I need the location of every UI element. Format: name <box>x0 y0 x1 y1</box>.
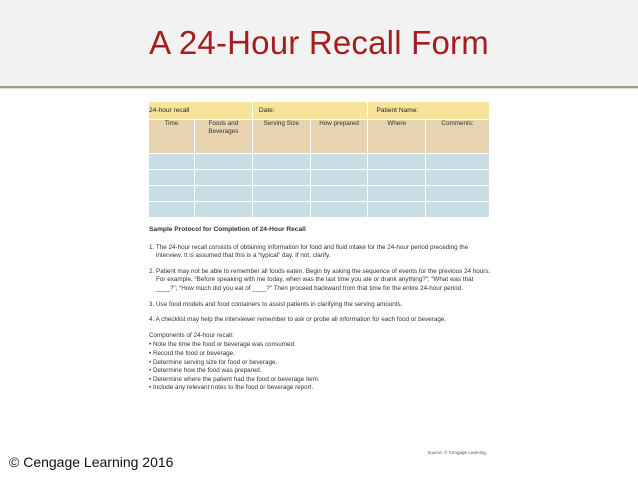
components-title: Components of 24-hour recall: <box>149 331 234 339</box>
blank-cell <box>368 170 426 186</box>
table-row <box>149 186 490 202</box>
blank-cell <box>149 170 195 186</box>
blank-cell <box>426 154 490 170</box>
column-header: Time <box>149 120 195 154</box>
column-header-row <box>149 120 490 154</box>
column-header: Serving Size <box>252 120 310 154</box>
blank-cell <box>368 186 426 202</box>
component-item: • Determine how the food was prepared. <box>149 367 262 375</box>
blank-cell <box>194 202 252 218</box>
component-item: • Note the time the food or beverage was consumed. <box>149 341 296 349</box>
blank-cell <box>426 186 490 202</box>
form-header-row <box>149 102 490 120</box>
blank-cell <box>368 202 426 218</box>
recall-label: 24-hour recall <box>149 102 253 120</box>
column-header: Foods and Beverages <box>194 120 252 154</box>
table-row <box>149 202 490 218</box>
blank-cell <box>368 154 426 170</box>
blank-cell <box>310 202 368 218</box>
blank-cell <box>310 170 368 186</box>
blank-cell <box>149 154 195 170</box>
recall-form-table <box>148 101 490 218</box>
patient-name-label: Patient Name: <box>368 102 490 120</box>
protocol-title: Sample Protocol for Completion of 24-Hour Recall <box>149 226 306 233</box>
blank-cell <box>426 202 490 218</box>
component-item: • Determine where the patient had the food or beverage item. <box>149 375 320 383</box>
blank-cell <box>252 186 310 202</box>
blank-cell <box>149 202 195 218</box>
column-header: How prepared <box>310 120 368 154</box>
blank-cell <box>252 154 310 170</box>
copyright-notice: © Cengage Learning 2016 <box>9 454 174 470</box>
column-header: Comments: <box>426 120 490 154</box>
title-band <box>0 0 638 88</box>
blank-cell <box>310 154 368 170</box>
blank-cell <box>426 170 490 186</box>
component-item: • Record the food or beverage. <box>149 349 235 357</box>
blank-cell <box>252 170 310 186</box>
date-label: Date: <box>252 102 368 120</box>
source-note: Source: © Cengage Learning. <box>427 450 487 455</box>
protocol-section <box>149 226 493 393</box>
blank-cell <box>310 186 368 202</box>
component-item: • Include any relevant notes to the food or beverage report. <box>149 384 314 392</box>
blank-cell <box>252 202 310 218</box>
blank-cell <box>194 170 252 186</box>
table-row <box>149 154 490 170</box>
blank-cell <box>194 186 252 202</box>
slide-title: A 24-Hour Recall Form <box>149 24 489 61</box>
protocol-step: 3. Use food models and food containers to assist patients in clarifying the serving amounts. <box>149 300 403 308</box>
protocol-step: 1. The 24-hour recall consists of obtaining information for food and fluid intake for the 24-hour period preceding the interview. It is assumed that this is a “typical” day. If not, clarify. <box>149 243 469 260</box>
table-row <box>149 170 490 186</box>
column-header: Where <box>368 120 426 154</box>
component-item: • Determine serving size for food or beverage. <box>149 358 278 366</box>
protocol-step: 2. Patient may not be able to remember all foods eaten. Begin by asking the sequence of events for the previous 24 hours. For example, “Before speaking with me today, when was the last time you ate or drank anything?”; “What was that ____?”; “How much did you eat of ____?” Then proceed backward from that time for the entire 24-hour period. <box>149 267 491 292</box>
blank-cell <box>149 186 195 202</box>
blank-cell <box>194 154 252 170</box>
protocol-step: 4. A checklist may help the interviewer remember to ask or probe all information for each food or beverage. <box>149 316 447 324</box>
recall-form-figure <box>141 96 493 460</box>
